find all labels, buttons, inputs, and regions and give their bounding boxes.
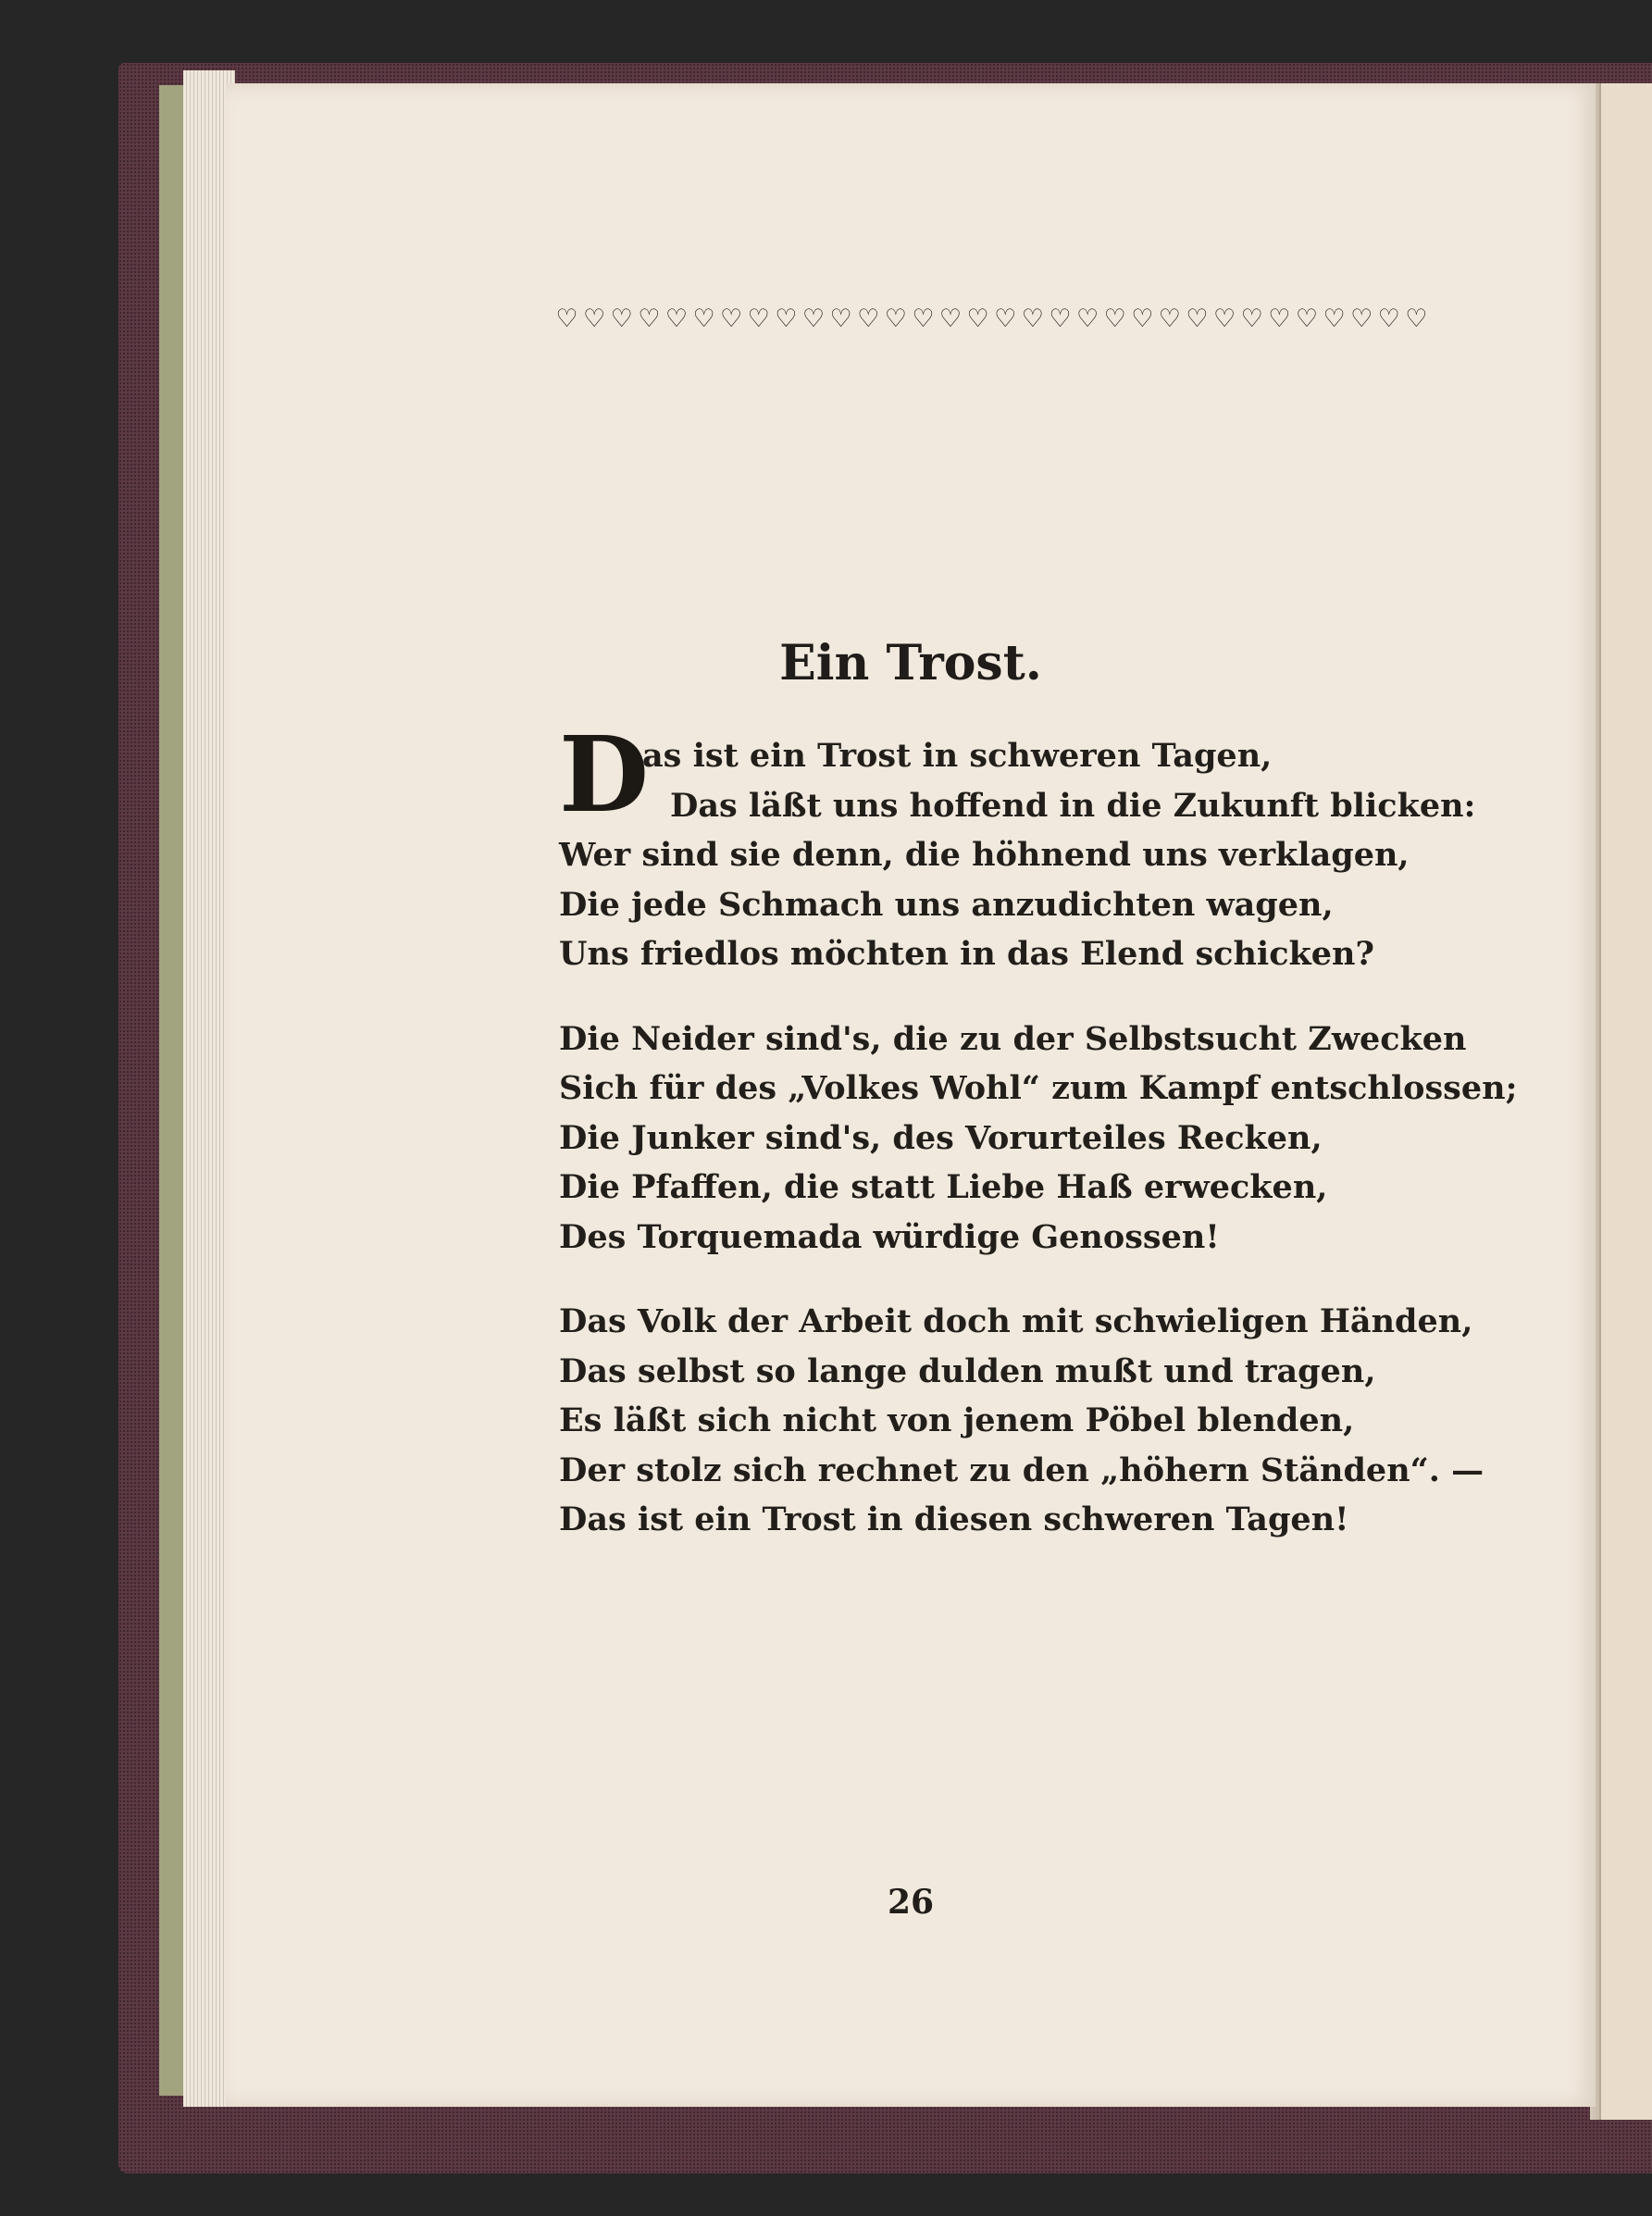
heart-icon: ♡ (720, 305, 743, 333)
book-page (226, 83, 1596, 2107)
poem-line: Die Pfaffen, die statt Liebe Haß erwecken, (559, 1168, 1328, 1206)
heart-icon: ♡ (1323, 305, 1346, 333)
poem-line: Wer sind sie denn, die höhnend uns verklagen, (559, 836, 1410, 874)
heart-icon: ♡ (938, 305, 963, 333)
heart-icon: ♡ (1295, 305, 1319, 333)
poem-line: Das selbst so lange dulden mußt und tragen, (559, 1351, 1376, 1390)
heart-icon: ♡ (1131, 305, 1154, 333)
heart-icon: ♡ (775, 305, 798, 333)
poem-line: Das läßt uns hoffend in die Zukunft blicken: (670, 786, 1476, 825)
heart-icon: ♡ (801, 305, 826, 333)
heart-icon: ♡ (1103, 305, 1126, 333)
heart-icon: ♡ (857, 305, 880, 333)
poem-line-text: as ist ein Trost in schweren Tagen, (642, 737, 1273, 775)
poem-line: Das ist ein Trost in diesen schweren Tagen! (559, 1500, 1349, 1538)
heart-icon: ♡ (1186, 305, 1209, 333)
stanza-2 (559, 1015, 1531, 1263)
poem-body (559, 715, 1531, 1580)
poem-line: Die jede Schmach uns anzudichten wagen, (559, 885, 1334, 924)
poem-title: Ein Trost. (779, 635, 1042, 691)
heart-ornament-rule (554, 305, 1429, 333)
heart-icon: ♡ (994, 305, 1017, 333)
heart-icon: ♡ (1075, 305, 1099, 333)
stanza-3 (559, 1297, 1531, 1545)
heart-icon: ♡ (583, 305, 606, 333)
heart-icon: ♡ (1405, 305, 1428, 333)
heart-icon: ♡ (966, 305, 989, 333)
heart-icon: ♡ (1377, 305, 1400, 333)
heart-icon: ♡ (1213, 305, 1236, 333)
heart-icon: ♡ (912, 305, 935, 333)
heart-icon: ♡ (1021, 305, 1044, 333)
stanza-1 (559, 715, 1531, 979)
poem-line: Des Torquemada würdige Genossen! (559, 1217, 1220, 1256)
heart-icon: ♡ (1268, 305, 1291, 333)
heart-icon: ♡ (1350, 305, 1373, 333)
heart-icon: ♡ (884, 305, 907, 333)
heart-icon: ♡ (638, 305, 661, 333)
heart-icon: ♡ (1158, 305, 1182, 333)
heart-icon: ♡ (665, 305, 689, 333)
poem-line: Das Volk der Arbeit doch mit schwieligen Händen, (559, 1302, 1473, 1340)
heart-icon: ♡ (747, 305, 770, 333)
heart-icon: ♡ (692, 305, 715, 333)
poem-line: Die Neider sind's, die zu der Selbstsucht Zwecken (559, 1019, 1467, 1058)
facing-page-edge (1599, 83, 1652, 2120)
heart-icon: ♡ (829, 305, 852, 333)
heart-icon: ♡ (610, 305, 633, 333)
heart-icon: ♡ (555, 305, 578, 333)
heart-icon: ♡ (1240, 305, 1263, 333)
poem-line: Sich für des „Volkes Wohl“ zum Kampf entschlossen; (559, 1069, 1518, 1107)
poem-line: Uns friedlos möchten in das Elend schicken? (559, 935, 1374, 973)
poem-line: Der stolz sich rechnet zu den „höhern Ständen“. — (559, 1450, 1484, 1489)
drop-cap: D (559, 715, 650, 836)
page-number: 26 (887, 1883, 935, 1922)
poem-line: Die Junker sind's, des Vorurteiles Recken, (559, 1118, 1323, 1157)
heart-icon: ♡ (1049, 305, 1072, 333)
poem-line: Es läßt sich nicht von jenem Pöbel blenden, (559, 1401, 1355, 1439)
